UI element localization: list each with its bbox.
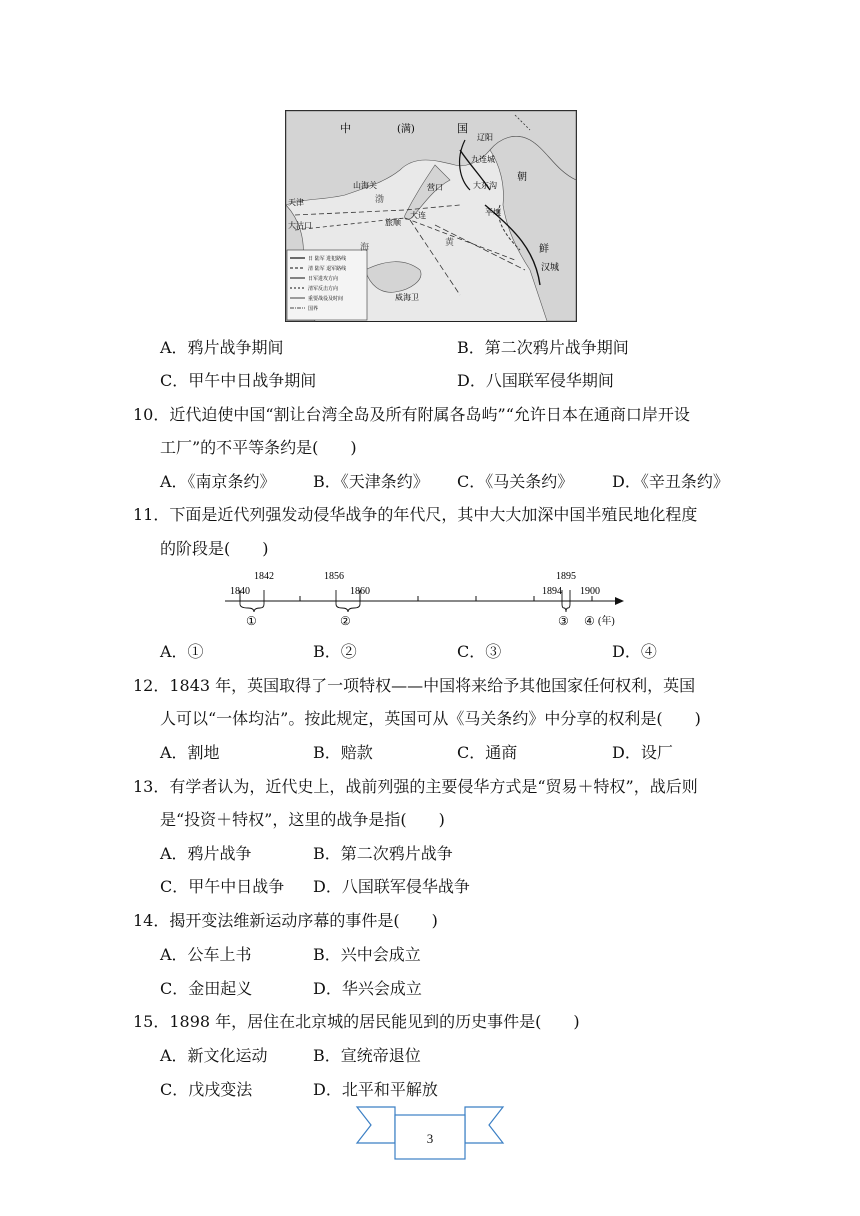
timeline-marker-3: ③ bbox=[558, 614, 569, 628]
map-label-china: 中 bbox=[340, 122, 351, 135]
timeline-marker-1: ① bbox=[246, 614, 257, 628]
timeline-arrow-icon bbox=[615, 597, 624, 605]
map-label-yingkou: 营口 bbox=[427, 183, 443, 192]
q12-option-a[interactable]: A．割地 bbox=[160, 743, 220, 762]
map-legend-4: 清军反击方向 bbox=[308, 286, 339, 292]
q13-stem-line1: 13．有学者认为，近代史上，战前列强的主要侵华方式是“贸易＋特权”，战后则 bbox=[133, 777, 698, 796]
q15-option-d[interactable]: D．北平和平解放 bbox=[313, 1080, 438, 1099]
q9-option-c[interactable]: C．甲午中日战争期间 bbox=[160, 371, 317, 390]
map-legend-3: 日军进攻方向 bbox=[308, 276, 339, 282]
q10-option-a[interactable]: A．《南京条约》 bbox=[160, 472, 276, 491]
timeline-marker-2: ② bbox=[340, 614, 351, 628]
q12-stem-line2: 人可以“一体均沾”。按此规定，英国可从《马关条约》中分享的权利是( ) bbox=[160, 709, 701, 728]
q14-stem-line1: 14．揭开变法维新运动序幕的事件是( ) bbox=[133, 911, 438, 930]
map-legend-6: 国界 bbox=[308, 306, 319, 312]
timeline-svg bbox=[220, 568, 630, 630]
q14-option-c[interactable]: C．金田起义 bbox=[160, 979, 253, 998]
q11-option-a[interactable]: A．① bbox=[160, 642, 204, 661]
map-label-dagukou: 大沽口 bbox=[288, 221, 312, 230]
q10-stem-line1: 10．近代迫使中国“割让台湾全岛及所有附属各岛屿”“允许日本在通商口岸开设 bbox=[133, 405, 690, 424]
timeline-year-1856: 1856 bbox=[324, 571, 344, 582]
q13-stem-line2: 是“投资＋特权”，这里的战争是指( ) bbox=[160, 810, 445, 829]
map-label-chao: 朝 bbox=[517, 172, 527, 183]
q13-option-b[interactable]: B．第二次鸦片战争 bbox=[313, 844, 453, 863]
q15-option-c[interactable]: C．戊戌变法 bbox=[160, 1080, 253, 1099]
page-number: 3 bbox=[426, 1131, 434, 1146]
timeline-year-1840: 1840 bbox=[230, 586, 250, 597]
q15-option-a[interactable]: A．新文化运动 bbox=[160, 1046, 268, 1065]
q13-option-d[interactable]: D．八国联军侵华战争 bbox=[313, 877, 470, 896]
q15-stem-line1: 15．1898 年，居住在北京城的居民能见到的历史事件是( ) bbox=[133, 1012, 580, 1031]
map-label-shanhaiguan: 山海关 bbox=[353, 181, 377, 190]
map-legend-5: 重要战役及时间 bbox=[308, 296, 344, 302]
q15-option-b[interactable]: B．宣统帝退位 bbox=[313, 1046, 421, 1065]
q14-option-d[interactable]: D．华兴会成立 bbox=[313, 979, 422, 998]
q10-option-c[interactable]: C．《马关条约》 bbox=[457, 472, 574, 491]
timeline-year-1895: 1895 bbox=[556, 571, 576, 582]
q13-option-a[interactable]: A．鸦片战争 bbox=[160, 844, 252, 863]
q12-option-c[interactable]: C．通商 bbox=[457, 743, 518, 762]
battle-map-figure bbox=[285, 110, 577, 322]
q11-stem-line2: 的阶段是( ) bbox=[160, 539, 269, 558]
q11-option-d[interactable]: D．④ bbox=[612, 642, 657, 661]
map-label-sea-bo: 渤 bbox=[375, 195, 385, 205]
q9-option-b[interactable]: B．第二次鸦片战争期间 bbox=[457, 338, 629, 357]
map-label-sea-hai: 海 bbox=[360, 243, 370, 253]
map-label-dalian: 大连 bbox=[410, 211, 426, 220]
page-number-ribbon bbox=[355, 1103, 505, 1165]
map-label-jiuliancheng: 九连城 bbox=[471, 155, 495, 164]
q9-option-d[interactable]: D．八国联军侵华期间 bbox=[457, 371, 614, 390]
q12-option-b[interactable]: B．赔款 bbox=[313, 743, 373, 762]
q10-stem-line2: 工厂”的不平等条约是( ) bbox=[160, 438, 357, 457]
map-label-qing: (满) bbox=[397, 124, 415, 135]
q14-option-b[interactable]: B．兴中会成立 bbox=[313, 945, 421, 964]
map-label-tianjin: 天津 bbox=[288, 198, 304, 207]
q11-option-c[interactable]: C．③ bbox=[457, 642, 502, 661]
q14-option-a[interactable]: A．公车上书 bbox=[160, 945, 252, 964]
q12-option-d[interactable]: D．设厂 bbox=[612, 743, 673, 762]
map-svg bbox=[285, 110, 577, 322]
q12-stem-line1: 12．1843 年，英国取得了一项特权——中国将来给予其他国家任何权利，英国 bbox=[133, 676, 696, 695]
timeline-year-1860: 1860 bbox=[350, 586, 370, 597]
map-label-lushun: 旅顺 bbox=[385, 218, 401, 227]
timeline-figure bbox=[220, 568, 630, 630]
q9-option-a[interactable]: A．鸦片战争期间 bbox=[160, 338, 284, 357]
map-label-weihaiwei: 威海卫 bbox=[395, 293, 419, 302]
timeline-year-1894: 1894 bbox=[542, 586, 562, 597]
timeline-unit: (年) bbox=[598, 616, 615, 627]
q11-stem-line1: 11．下面是近代列强发动侵华战争的年代尺，其中大大加深中国半殖民地化程度 bbox=[133, 505, 698, 524]
map-label-hancheng: 汉城 bbox=[541, 263, 560, 273]
map-legend-2: 清 陆军 退军路线 bbox=[308, 266, 347, 272]
q10-option-b[interactable]: B．《天津条约》 bbox=[313, 472, 429, 491]
map-legend-1: 日 陆军 进犯路线 bbox=[308, 256, 347, 262]
map-label-liaoyang: 辽阳 bbox=[477, 133, 493, 142]
ribbon-icon bbox=[355, 1103, 505, 1165]
q13-option-c[interactable]: C．甲午中日战争 bbox=[160, 877, 285, 896]
timeline-marker-4: ④ bbox=[584, 614, 595, 628]
map-label-guo: 国 bbox=[457, 122, 468, 135]
map-label-xian: 鲜 bbox=[539, 244, 549, 255]
map-label-pingrang: 平壤 bbox=[485, 208, 501, 217]
q10-option-d[interactable]: D．《辛丑条约》 bbox=[612, 472, 729, 491]
timeline-year-1900: 1900 bbox=[580, 586, 600, 597]
timeline-year-1842: 1842 bbox=[254, 571, 274, 582]
q11-option-b[interactable]: B．② bbox=[313, 642, 357, 661]
map-label-dadonggou: 大东沟 bbox=[473, 181, 497, 190]
map-label-sea-huang: 黄 bbox=[445, 238, 455, 248]
